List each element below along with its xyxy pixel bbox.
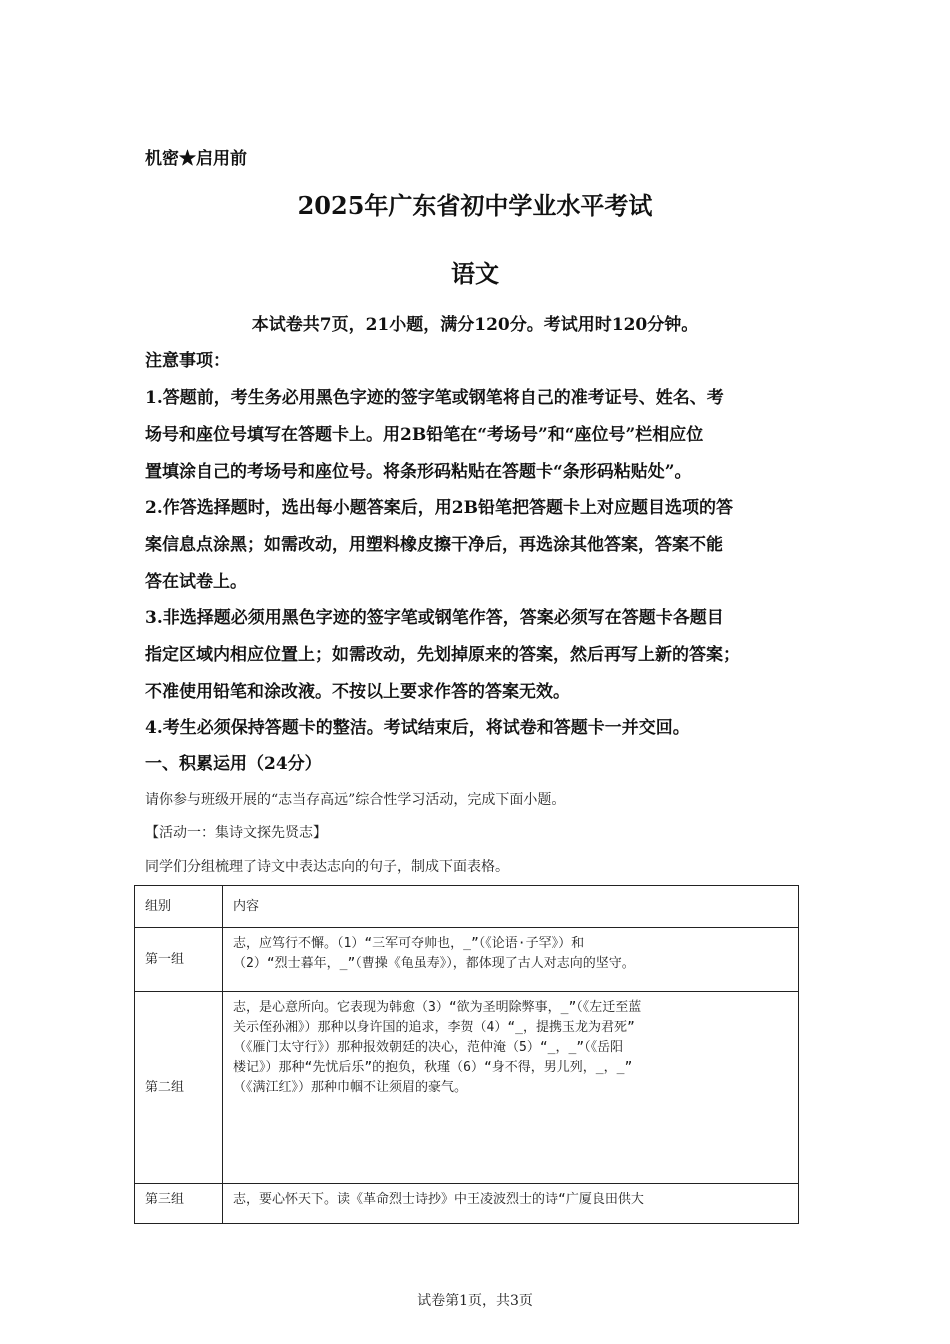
exam-summary: 本试卷共7页，21小题，满分120分。考试用时120分钟。 (251, 315, 699, 335)
content-line: （《满江红》）那种巾帼不让须眉的豪气。 (233, 1080, 468, 1095)
notice-line: 2.作答选择题时，选出每小题答案后，用2B铅笔把答题卡上对应题目选项的答 (145, 498, 733, 518)
group-content (223, 1184, 799, 1224)
table-header-cell: 组别 (135, 886, 223, 928)
notice-line: 指定区域内相应位置上；如需改动，先划掉原来的答案，然后再写上新的答案； (145, 645, 740, 665)
table-intro: 同学们分组梳理了诗文中表达志向的句子，制成下面表格。 (145, 859, 509, 875)
group-content (223, 992, 799, 1184)
content-line: （2）“烈士暮年，_”（曹操《龟虽寿》），都体现了古人对志向的坚守。 (233, 956, 635, 971)
notice-line: 场号和座位号填写在答题卡上。用2B铅笔在“考场号”和“座位号”栏相应位 (145, 425, 704, 445)
content-line: 关示侄孙湘》）那种以身许国的追求，李贺（4）“_，提携玉龙为君死” (233, 1020, 635, 1035)
exam-title: 2025年广东省初中学业水平考试 (297, 191, 653, 220)
table-row (135, 1184, 799, 1224)
content-line: 志，是心意所向。它表现为韩愈（3）“欲为圣明除弊事，_”（《左迁至蓝 (233, 1000, 642, 1015)
confidential-label: 机密★启用前 (145, 149, 247, 169)
group-name: 第一组 (135, 928, 223, 992)
notice-line: 1.答题前，考生务必用黑色字迹的签字笔或钢笔将自己的准考证号、姓名、考 (145, 388, 724, 408)
content-line: （《雁门太守行》）那种报效朝廷的决心，范仲淹（5）“_，_”（《岳阳 (233, 1040, 624, 1055)
content-line: 楼记》）那种“先忧后乐”的抱负，秋瑾（6）“身不得，男儿列，_，_” (233, 1060, 633, 1075)
notice-line: 不准使用铅笔和涂改液。不按以上要求作答的答案无效。 (145, 682, 570, 702)
table-header-row (135, 886, 799, 928)
notice-line: 置填涂自己的考场号和座位号。将条形码粘贴在答题卡“条形码粘贴处”。 (145, 462, 692, 482)
group-content (223, 928, 799, 992)
table-row (135, 928, 799, 992)
notice-line: 4.考生必须保持答题卡的整洁。考试结束后，将试卷和答题卡一并交回。 (145, 718, 690, 738)
notice-line: 答在试卷上。 (145, 572, 247, 592)
subject-title: 语文 (451, 259, 499, 288)
section-intro: 请你参与班级开展的“志当存高远”综合性学习活动，完成下面小题。 (145, 792, 566, 808)
notice-line: 案信息点涂黑；如需改动，用塑料橡皮擦干净后，再选涂其他答案，答案不能 (145, 535, 723, 555)
notice-heading: 注意事项： (145, 351, 230, 371)
groups-table (134, 885, 799, 1224)
section-heading: 一、积累运用（24分） (145, 754, 322, 774)
group-name: 第二组 (135, 992, 223, 1184)
content-line: 志，要心怀天下。读《革命烈士诗抄》中王凌波烈士的诗“广厦良田供大 (233, 1192, 644, 1207)
activity-title: 【活动一：集诗文探先贤志】 (145, 825, 327, 841)
content-line: 志，应笃行不懈。（1）“三军可夺帅也，_”（《论语·子罕》）和 (233, 936, 585, 951)
notice-line: 3.非选择题必须用黑色字迹的签字笔或钢笔作答，答案必须写在答题卡各题目 (145, 608, 724, 628)
group-name: 第三组 (135, 1184, 223, 1224)
table-header-cell: 内容 (223, 886, 799, 928)
page-footer: 试卷第1页，共3页 (417, 1293, 533, 1309)
table-row (135, 992, 799, 1184)
